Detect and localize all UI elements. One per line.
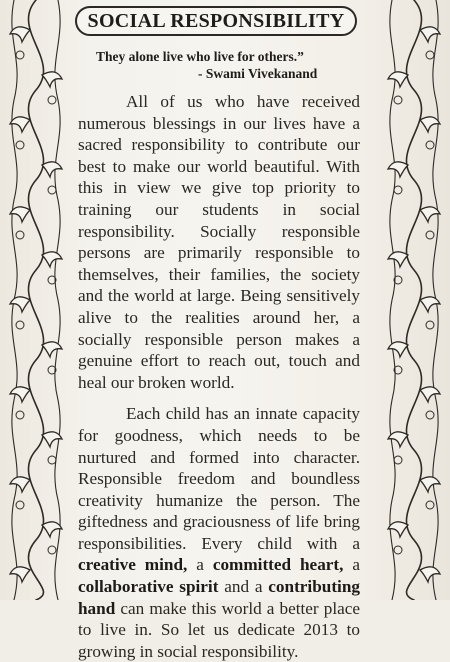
separator-1: a — [187, 555, 204, 575]
paragraph-2 — [78, 403, 360, 662]
collaborative-spirit-term: collaborative spirit — [78, 577, 219, 597]
creative-mind-term: creative mind, — [78, 555, 188, 575]
right-vine-border — [378, 0, 450, 600]
contributing-hand-term: contributing hand — [78, 577, 360, 618]
body-text — [78, 91, 360, 662]
paragraph-2-outro: can make this world a better place to live in. So let us dedicate 2013 to growing in social responsibility. — [78, 598, 360, 661]
committed-heart-term: committed heart, — [212, 555, 344, 575]
quote-text: They alone live who live for others.” — [96, 49, 304, 64]
left-vine-border — [0, 0, 72, 600]
page-title: SOCIAL RESPONSIBILITY — [87, 9, 345, 32]
title-box — [75, 6, 357, 36]
quote-attribution: - Swami Vivekanand — [198, 66, 318, 81]
quote-block — [96, 48, 356, 82]
paragraph-2-intro: Each child has an innate capacity for goodness, which needs to be nurtured and formed into character. Responsible freedom and boundless creativity humanize the person. The giftedness and graciousness of life bring responsibilities. Every child with a — [78, 404, 360, 553]
paragraph-1: All of us who have received numerous blessings in our lives have a sacred responsibility to contribute our best to make our world beautiful. With this in view we give top priority to training our students in social responsibility. Socially responsible persons are primarily responsible to themselves, their families, the society and the world at large. Being sensitively alive to the realities around her, a socially responsible person makes a genuine effort to reach out, touch and heal our broken world. — [78, 92, 360, 392]
separator-3: and a — [218, 577, 263, 597]
separator-2: a — [343, 555, 360, 575]
